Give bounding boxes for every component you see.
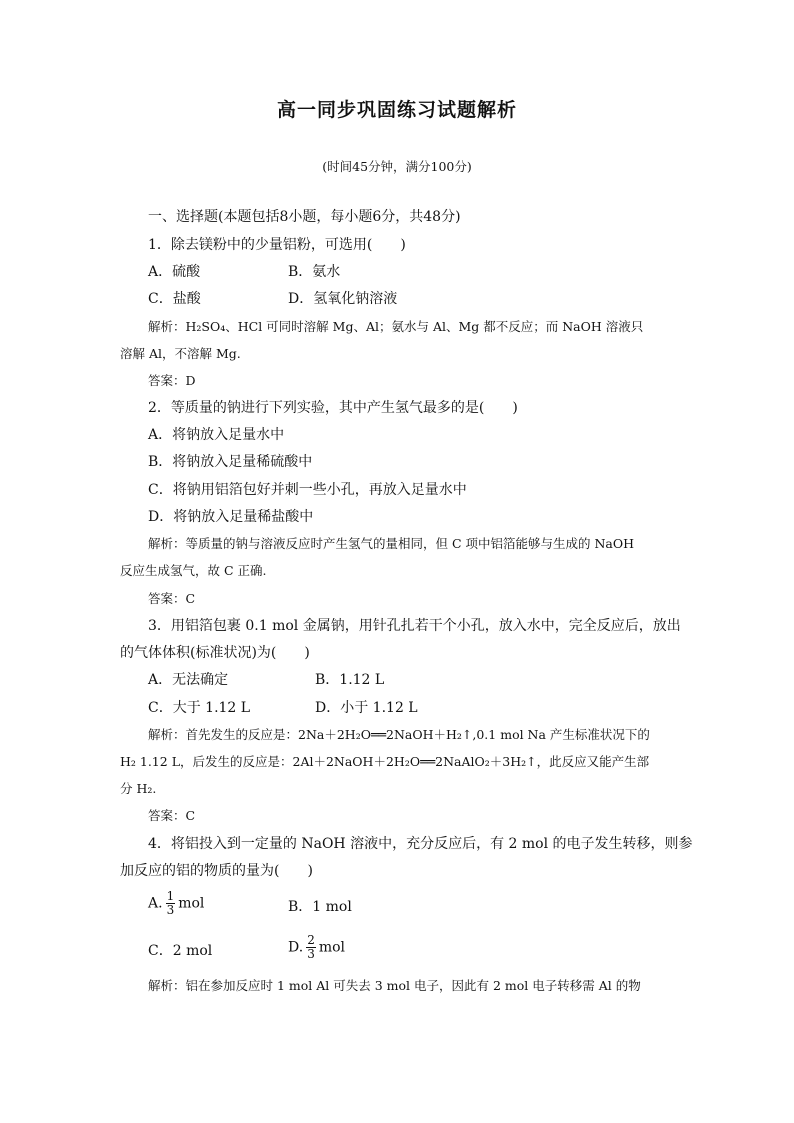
fraction-two-thirds: $\frac{2}{3}$ <box>307 933 315 961</box>
question-3-stem-line-2: 的气体体积(标准状况)为( ) <box>120 645 310 661</box>
fraction-one-third: $\frac{1}{3}$ <box>166 889 175 917</box>
question-2-option-a: A．将钠放入足量水中 <box>148 427 285 443</box>
question-1-analysis-line-2: 溶解 Al，不溶解 Mg. <box>120 346 241 361</box>
option-a-prefix: A. <box>148 895 163 912</box>
question-3-option-c: C．大于 1.12 L <box>148 700 251 716</box>
question-1-option-b: B．氨水 <box>288 264 341 280</box>
question-3-analysis-line-2: H₂ 1.12 L，后发生的反应是：2Al＋2NaOH＋2H₂O══2NaAlO₂＋3H₂↑，此反应又能产生部 <box>120 754 650 769</box>
question-3-stem-line-1: 3．用铝箔包裹 0.1 mol 金属钠，用针孔扎若干个小孔，放入水中，完全反应后，放出 <box>148 618 681 634</box>
question-1-stem: 1．除去镁粉中的少量铝粉，可选用( ) <box>148 237 406 253</box>
page-subtitle: (时间45分钟，满分100分) <box>322 159 472 174</box>
option-d-unit: mol <box>318 939 346 956</box>
question-4-option-c: C．2 mol <box>148 943 213 959</box>
question-2-option-b: B．将钠放入足量稀硫酸中 <box>148 454 313 470</box>
question-1-option-c: C．盐酸 <box>148 291 201 307</box>
question-2-option-d: D．将钠放入足量稀盐酸中 <box>148 509 314 525</box>
page-title: 高一同步巩固练习试题解析 <box>276 99 517 121</box>
question-3-analysis-line-1: 解析：首先发生的反应是：2Na＋2H₂O══2NaOH＋H₂↑,0.1 mol Na 产生标准状况下的 <box>148 727 650 742</box>
question-4-option-d <box>288 934 345 961</box>
question-4-stem-line-2: 加反应的铝的物质的量为( ) <box>120 863 313 879</box>
question-4-stem-line-1: 4．将铝投入到一定量的 NaOH 溶液中，充分反应后，有 2 mol 的电子发生转移，则参 <box>148 836 693 852</box>
question-3-option-a: A．无法确定 <box>148 672 229 688</box>
question-2-option-c: C．将钠用铝箔包好并刺一些小孔，再放入足量水中 <box>148 482 467 498</box>
option-d-prefix: D. <box>288 939 304 956</box>
section-heading: 一、选择题(本题包括8小题，每小题6分，共48分) <box>148 209 461 225</box>
question-3-option-d: D．小于 1.12 L <box>315 700 418 716</box>
question-1-option-d: D．氢氧化钠溶液 <box>288 291 398 307</box>
question-2-analysis-line-2: 反应生成氢气，故 C 正确. <box>120 563 267 578</box>
question-1-option-a: A．硫酸 <box>148 264 201 280</box>
question-3-answer: 答案：C <box>148 808 196 823</box>
question-1-analysis-line-1: 解析：H₂SO₄、HCl 可同时溶解 Mg、Al；氨水与 Al、Mg 都不反应；而 NaOH 溶液只 <box>148 319 644 334</box>
question-2-stem: 2．等质量的钠进行下列实验，其中产生氢气最多的是( ) <box>148 400 518 416</box>
option-a-unit: mol <box>178 895 205 912</box>
question-3-analysis-line-3: 分 H₂. <box>120 781 157 796</box>
question-4-analysis-line-1: 解析：铝在参加反应时 1 mol Al 可失去 3 mol 电子，因此有 2 mol 电子转移需 Al 的物 <box>148 978 641 993</box>
question-2-analysis-line-1: 解析：等质量的钠与溶液反应时产生氢气的量相同，但 C 项中铝箔能够与生成的 NaOH <box>148 536 635 551</box>
question-4-option-a <box>148 890 204 917</box>
question-2-answer: 答案：C <box>148 591 196 606</box>
question-1-answer: 答案：D <box>148 373 196 388</box>
question-4-option-b: B．1 mol <box>288 899 352 915</box>
question-3-option-b: B．1.12 L <box>315 672 385 688</box>
